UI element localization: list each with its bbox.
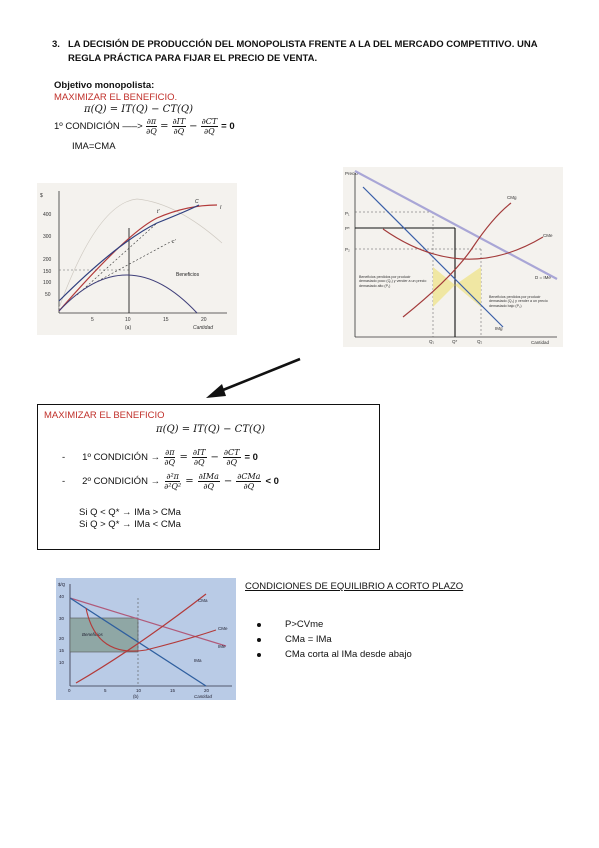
quantity-marker: (b)	[133, 694, 139, 699]
first-condition-line: 1º CONDICIÓN —–> $\frac{\partial\pi}{\partial Q}$ = $\frac{\partial IT}{\partial Q}$ − $\frac{\partial CT}{\partial Q}$ = 0	[54, 117, 235, 136]
panel-label: (a)	[125, 325, 132, 331]
second-condition-label: 2º CONDICIÓN →	[82, 476, 161, 487]
arrow-icon	[200, 356, 304, 402]
dima-dq-fraction	[198, 472, 220, 491]
curve-label-ima: IMa	[194, 658, 202, 663]
curve-letter: C	[195, 199, 199, 205]
fraction-numerator: ∂CT	[223, 448, 240, 457]
box-second-condition: - 2º CONDICIÓN → $\frac{\text{∂²π}}{\text{∂²Q²}}$ = $\frac{\text{∂IMa}}{\partial Q}$ − $\frac{\text{∂CMa}}{\partial Q}$ < 0	[62, 472, 279, 491]
box-profit-equation: π(Q) = IT(Q) − CT(Q)	[156, 424, 265, 435]
bullet-dot	[257, 638, 261, 642]
dit-dq-fraction	[172, 117, 187, 136]
y-tick: 10	[59, 660, 65, 665]
fraction-numerator: ∂CMa	[237, 472, 261, 481]
fraction-denominator: ∂Q	[203, 482, 215, 491]
y-tick: 200	[43, 257, 52, 263]
first-condition-label: 1º CONDICIÓN —–>	[54, 121, 143, 132]
dct-dq-fraction	[201, 117, 219, 136]
revenue-cost-figure	[37, 183, 237, 335]
y-tick: 400	[43, 212, 52, 218]
y-tick: 15	[59, 648, 65, 653]
fraction-numerator: ∂π	[165, 448, 175, 457]
fraction-denominator: ∂²Q²	[164, 482, 182, 491]
equals-zero: = 0	[221, 121, 235, 132]
y-tick: 30	[59, 616, 65, 621]
fraction-numerator: ∂π	[146, 117, 157, 126]
y-tick: 40	[59, 594, 65, 599]
x-tick: 10	[136, 688, 142, 693]
fraction-numerator: ∂CT	[201, 117, 218, 126]
x-axis-label: Cantidad	[193, 325, 214, 331]
bullet-text: CMa = IMa	[285, 634, 332, 645]
curve-letter: c'	[172, 239, 176, 245]
profit-maximization-box	[37, 404, 380, 550]
bullet-dash: -	[62, 476, 66, 487]
y-tick: 20	[59, 636, 65, 641]
y-tick: 100	[43, 280, 52, 286]
fraction-numerator: ∂IT	[172, 117, 186, 126]
dit-dq-fraction	[192, 448, 207, 467]
bullet-text: CMa corta al IMa desde abajo	[285, 649, 412, 660]
y-tick: $	[40, 193, 43, 199]
fraction-denominator: ∂Q	[226, 458, 238, 467]
fraction-denominator: ∂Q	[146, 127, 157, 136]
curve-label-cmg: CMg	[507, 195, 517, 200]
box-first-condition: - 1º CONDICIÓN → $\frac{\partial\pi}{\partial Q}$ = $\frac{\partial IT}{\partial Q}$ − $\frac{\partial CT}{\partial Q}$ = 0	[62, 448, 258, 467]
equals-zero: = 0	[244, 452, 258, 463]
monopoly-pricing-graph	[343, 167, 563, 347]
fraction-denominator: ∂Q	[204, 127, 215, 136]
y-tick: 300	[43, 234, 52, 240]
y-tick: 150	[43, 269, 52, 275]
bullet-dot	[257, 623, 261, 627]
profit-equation: π(Q) = IT(Q) − CT(Q)	[84, 104, 193, 115]
equilibrium-bullet	[257, 619, 323, 630]
fraction-denominator: ∂Q	[164, 458, 176, 467]
demand-curve	[355, 171, 557, 279]
dct-dq-fraction	[223, 448, 241, 467]
short-run-equilibrium-graph	[56, 578, 236, 700]
fraction-numerator: ∂IMa	[198, 472, 219, 481]
curve-label-img: IMg	[495, 326, 503, 331]
profit-curve-label: Beneficios	[176, 272, 200, 278]
bullet-dot	[257, 653, 261, 657]
fraction-denominator: ∂Q	[243, 482, 255, 491]
x-tick: 5	[91, 317, 94, 323]
curve-label-demand: D = IMe	[535, 275, 551, 280]
x-axis-label: Cantidad	[531, 340, 550, 345]
price-p-star: P*	[345, 226, 350, 231]
short-run-equilibrium-figure	[56, 578, 236, 700]
x-tick-q1: Q₁	[429, 339, 435, 344]
curve-label-cme: CMe	[218, 626, 228, 631]
profit-area-label: Beneficios	[82, 632, 103, 637]
price-p2: P₂	[345, 247, 350, 252]
average-cost-curve	[383, 229, 543, 259]
x-axis-label: Cantidad	[194, 694, 213, 699]
bullet-dash: -	[62, 452, 66, 463]
first-condition-label: 1º CONDICIÓN →	[82, 452, 161, 463]
box-title: MAXIMIZAR EL BENEFICIO	[44, 410, 165, 421]
y-axis-label: Precio	[345, 171, 358, 176]
x-tick-q2: Q₂	[477, 339, 483, 344]
section-heading: LA DECISIÓN DE PRODUCCIÓN DEL MONOPOLISTA FRENTE A LA DEL MERCADO COMPETITIVO. UNA REGLA PRÁCTICA PARA FIJAR EL PRECIO DE VENTA.	[68, 39, 538, 64]
fraction-denominator: ∂Q	[173, 127, 185, 136]
x-tick: 10	[125, 317, 131, 323]
less-than-zero: < 0	[265, 476, 279, 487]
equilibrium-bullet	[257, 649, 412, 660]
price-p1: P₁	[345, 211, 350, 216]
objective-label: Objetivo monopolista:	[54, 80, 155, 91]
x-tick: 15	[170, 688, 176, 693]
section-number: 3.	[52, 39, 60, 50]
maximize-heading: MAXIMIZAR EL BENEFICIO.	[54, 92, 178, 103]
curve-letter: t'	[157, 209, 160, 215]
curve-label-ime: IMe	[218, 644, 226, 649]
d2pi-fraction	[164, 472, 181, 491]
x-tick: 20	[204, 688, 210, 693]
fraction-denominator: ∂Q	[193, 458, 205, 467]
x-tick: 5	[104, 688, 107, 693]
curve-letter: I	[220, 205, 222, 211]
y-axis-label: $/Q	[58, 582, 66, 587]
y-tick: 50	[45, 292, 51, 298]
curve-label-cma: CMa	[198, 598, 208, 603]
x-tick: 20	[201, 317, 207, 323]
lost-profit-note-right: Beneficios perdidos por producir demasiado (Q₂) y vender a un precio demasiado bajo (P₂)	[489, 295, 548, 308]
x-tick-q-star: Q*	[452, 339, 458, 344]
equilibrium-bullet	[257, 634, 332, 645]
bullet-text: P>CVme	[285, 619, 324, 630]
fraction-numerator: ∂IT	[192, 448, 206, 457]
dpi-dq-fraction	[164, 448, 175, 467]
lost-profit-note-left: Beneficios perdidos por producir demasiado poco (Q₁) y vender a un precio demasiado alto (P₁)	[359, 275, 427, 288]
dcma-dq-fraction	[236, 472, 261, 491]
ima-equals-cma: IMA=CMA	[72, 141, 116, 152]
rule-below-optimum: Si Q < Q* → IMa > CMa	[79, 507, 181, 518]
revenue-cost-graph	[37, 183, 237, 335]
fraction-numerator: ∂²π	[166, 472, 179, 481]
dpi-dq-fraction	[146, 117, 157, 136]
rule-above-optimum: Si Q > Q* → IMa < CMa	[79, 519, 181, 530]
curve-label-cme: CMe	[543, 233, 553, 238]
x-tick: 0	[68, 688, 71, 693]
monopoly-pricing-figure	[343, 167, 563, 347]
x-tick: 15	[163, 317, 169, 323]
equilibrium-heading: CONDICIONES DE EQUILIBRIO A CORTO PLAZO	[245, 581, 464, 592]
